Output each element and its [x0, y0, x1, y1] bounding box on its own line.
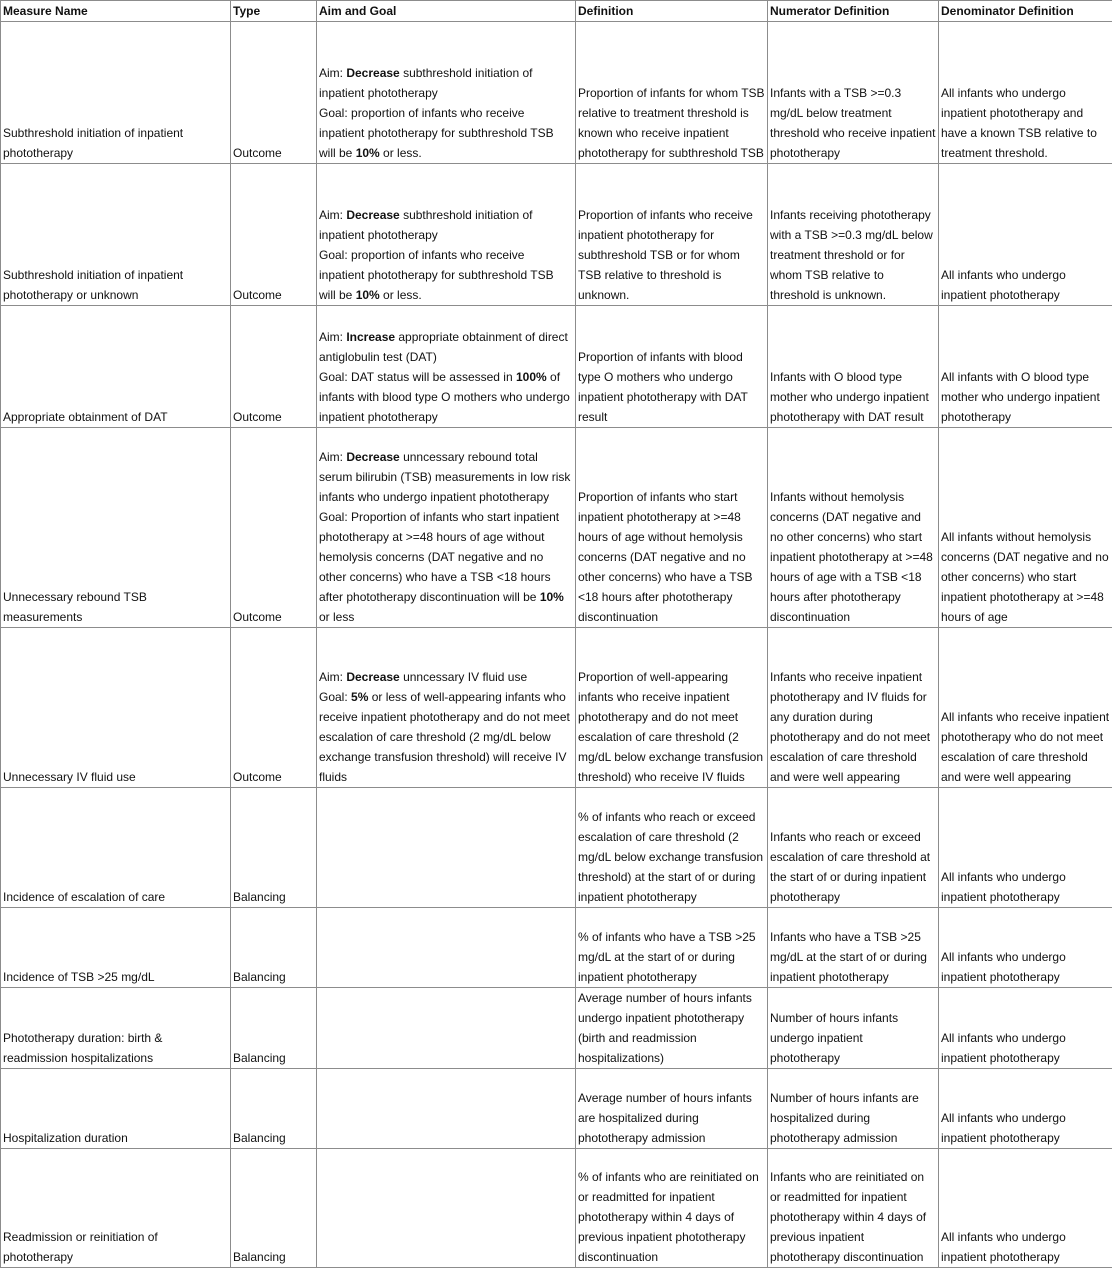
table-row — [1, 908, 1112, 988]
measure-name-cell: Incidence of escalation of care — [1, 788, 231, 908]
measure-name-cell: Readmission or reinitiation of phototherapy — [1, 1149, 231, 1268]
measure-name-cell: Phototherapy duration: birth & readmission hospitalizations — [1, 988, 231, 1069]
table-row — [1, 788, 1112, 908]
aim-keyword: Decrease — [346, 450, 399, 464]
aim-goal-cell — [317, 1069, 576, 1149]
aim-prefix: Aim: — [319, 208, 346, 222]
table-row — [1, 164, 1112, 306]
type-cell: Balancing — [231, 988, 317, 1069]
denominator-cell: All infants who undergo inpatient phototherapy — [939, 1149, 1112, 1268]
denominator-cell: All infants who undergo inpatient phototherapy — [939, 1069, 1112, 1149]
numerator-cell: Infants who have a TSB >25 mg/dL at the start of or during inpatient phototherapy — [768, 908, 939, 988]
aim-goal-cell — [317, 22, 576, 164]
denominator-cell: All infants who undergo inpatient phototherapy — [939, 788, 1112, 908]
aim-keyword: Decrease — [346, 66, 399, 80]
definition-cell: Proportion of well-appearing infants who receive inpatient phototherapy and do not meet escalation of care threshold (2 mg/dL below exchange transfusion threshold) who receive IV fluids — [576, 628, 768, 788]
table-row — [1, 22, 1112, 164]
type-cell: Balancing — [231, 1149, 317, 1268]
aim-goal-cell — [317, 306, 576, 428]
aim-text: unncessary rebound total serum bilirubin (TSB) measurements in low risk infants who undergo inpatient phototherapy — [319, 450, 570, 504]
goal-prefix: Goal: proportion of infants who receive inpatient phototherapy for subthreshold TSB will be — [319, 248, 554, 302]
table-row — [1, 428, 1112, 628]
denominator-cell: All infants who receive inpatient phototherapy who do not meet escalation of care threshold and were well appearing — [939, 628, 1112, 788]
type-cell: Outcome — [231, 22, 317, 164]
goal-prefix: Goal: proportion of infants who receive inpatient phototherapy for subthreshold TSB will be — [319, 106, 554, 160]
goal-prefix: Goal: DAT status will be assessed in — [319, 370, 516, 384]
definition-cell: Proportion of infants who receive inpatient phototherapy for subthreshold TSB or for whom TSB relative to threshold is unknown. — [576, 164, 768, 306]
header-measure-name: Measure Name — [1, 1, 231, 22]
aim-prefix: Aim: — [319, 66, 346, 80]
aim-prefix: Aim: — [319, 330, 346, 344]
aim-prefix: Aim: — [319, 670, 346, 684]
definition-cell: % of infants who have a TSB >25 mg/dL at the start of or during inpatient phototherapy — [576, 908, 768, 988]
definition-cell: Proportion of infants for whom TSB relative to treatment threshold is known who receive inpatient phototherapy for subthreshold TSB — [576, 22, 768, 164]
type-cell: Outcome — [231, 164, 317, 306]
numerator-cell: Infants with O blood type mother who undergo inpatient phototherapy with DAT result — [768, 306, 939, 428]
table-row — [1, 1149, 1112, 1268]
table-row — [1, 988, 1112, 1069]
numerator-cell: Infants without hemolysis concerns (DAT negative and no other concerns) who start inpatient phototherapy at >=48 hours of age with a TSB <18 hours after phototherapy discontinuation — [768, 428, 939, 628]
denominator-cell: All infants who undergo inpatient phototherapy — [939, 164, 1112, 306]
type-cell: Outcome — [231, 428, 317, 628]
aim-goal-cell — [317, 988, 576, 1069]
numerator-cell: Infants with a TSB >=0.3 mg/dL below treatment threshold who receive inpatient phototherapy — [768, 22, 939, 164]
numerator-cell: Infants who reach or exceed escalation of care threshold at the start of or during inpatient phototherapy — [768, 788, 939, 908]
table-row — [1, 1069, 1112, 1149]
numerator-cell: Number of hours infants are hospitalized during phototherapy admission — [768, 1069, 939, 1149]
table-row — [1, 628, 1112, 788]
definition-cell: Proportion of infants who start inpatient phototherapy at >=48 hours of age without hemolysis concerns (DAT negative and no other concerns) who have a TSB <18 hours after phototherapy discontinuation — [576, 428, 768, 628]
header-type: Type — [231, 1, 317, 22]
numerator-cell: Infants receiving phototherapy with a TSB >=0.3 mg/dL below treatment threshold or for whom TSB relative to threshold is unknown. — [768, 164, 939, 306]
aim-goal-cell — [317, 164, 576, 306]
header-denominator: Denominator Definition — [939, 1, 1112, 22]
denominator-cell: All infants without hemolysis concerns (DAT negative and no other concerns) who start inpatient phototherapy at >=48 hours of age — [939, 428, 1112, 628]
type-cell: Balancing — [231, 788, 317, 908]
definition-cell: Proportion of infants with blood type O mothers who undergo inpatient phototherapy with DAT result — [576, 306, 768, 428]
measure-name-cell: Incidence of TSB >25 mg/dL — [1, 908, 231, 988]
aim-goal-cell — [317, 908, 576, 988]
measure-name-cell: Unnecessary IV fluid use — [1, 628, 231, 788]
definition-cell: % of infants who are reinitiated on or readmitted for inpatient phototherapy within 4 days of previous inpatient phototherapy discontinuation — [576, 1149, 768, 1268]
goal-suffix: or less of well-appearing infants who receive inpatient phototherapy and do not meet escalation of care threshold (2 mg/dL below exchange transfusion threshold) will receive IV fluids — [319, 690, 570, 784]
aim-keyword: Decrease — [346, 208, 399, 222]
goal-prefix: Goal: — [319, 690, 351, 704]
header-row — [1, 1, 1112, 22]
denominator-cell: All infants who undergo inpatient phototherapy — [939, 988, 1112, 1069]
type-cell: Outcome — [231, 628, 317, 788]
aim-goal-cell — [317, 428, 576, 628]
denominator-cell: All infants who undergo inpatient phototherapy and have a known TSB relative to treatment threshold. — [939, 22, 1112, 164]
table-row — [1, 306, 1112, 428]
numerator-cell: Infants who receive inpatient phototherapy and IV fluids for any duration during phototherapy and do not meet escalation of care threshold and were well appearing — [768, 628, 939, 788]
aim-goal-cell — [317, 788, 576, 908]
goal-percent: 10% — [356, 288, 380, 302]
aim-text: appropriate obtainment of direct antiglobulin test (DAT) — [319, 330, 568, 364]
type-cell: Balancing — [231, 908, 317, 988]
aim-text: subthreshold initiation of inpatient phototherapy — [319, 208, 532, 242]
goal-percent: 10% — [540, 590, 564, 604]
definition-cell: Average number of hours infants undergo inpatient phototherapy (birth and readmission hospitalizations) — [576, 988, 768, 1069]
header-numerator: Numerator Definition — [768, 1, 939, 22]
definition-cell: % of infants who reach or exceed escalation of care threshold (2 mg/dL below exchange transfusion threshold) at the start of or during inpatient phototherapy — [576, 788, 768, 908]
denominator-cell: All infants with O blood type mother who undergo inpatient phototherapy — [939, 306, 1112, 428]
goal-percent: 10% — [356, 146, 380, 160]
goal-suffix: of infants with blood type O mothers who undergo inpatient phototherapy — [319, 370, 570, 424]
definition-cell: Average number of hours infants are hospitalized during phototherapy admission — [576, 1069, 768, 1149]
goal-suffix: or less. — [380, 146, 422, 160]
aim-text: unncessary IV fluid use — [400, 670, 527, 684]
goal-suffix: or less. — [380, 288, 422, 302]
type-cell: Outcome — [231, 306, 317, 428]
aim-goal-cell — [317, 628, 576, 788]
header-aim-goal: Aim and Goal — [317, 1, 576, 22]
aim-keyword: Increase — [346, 330, 395, 344]
goal-suffix: or less — [319, 610, 354, 624]
measure-name-cell: Subthreshold initiation of inpatient phototherapy or unknown — [1, 164, 231, 306]
aim-keyword: Decrease — [346, 670, 399, 684]
header-definition: Definition — [576, 1, 768, 22]
measure-name-cell: Unnecessary rebound TSB measurements — [1, 428, 231, 628]
goal-percent: 5% — [351, 690, 368, 704]
type-cell: Balancing — [231, 1069, 317, 1149]
numerator-cell: Infants who are reinitiated on or readmitted for inpatient phototherapy within 4 days of previous inpatient phototherapy discontinuation — [768, 1149, 939, 1268]
aim-text: subthreshold initiation of inpatient phototherapy — [319, 66, 532, 100]
measure-name-cell: Appropriate obtainment of DAT — [1, 306, 231, 428]
numerator-cell: Number of hours infants undergo inpatient phototherapy — [768, 988, 939, 1069]
goal-prefix: Goal: Proportion of infants who start inpatient phototherapy at >=48 hours of age without hemolysis concerns (DAT negative and no other concerns) who have a TSB <18 hours after phototherapy discontinuation will be — [319, 510, 559, 604]
measure-name-cell: Subthreshold initiation of inpatient phototherapy — [1, 22, 231, 164]
denominator-cell: All infants who undergo inpatient phototherapy — [939, 908, 1112, 988]
aim-prefix: Aim: — [319, 450, 346, 464]
aim-goal-cell — [317, 1149, 576, 1268]
goal-percent: 100% — [516, 370, 547, 384]
measure-name-cell: Hospitalization duration — [1, 1069, 231, 1149]
